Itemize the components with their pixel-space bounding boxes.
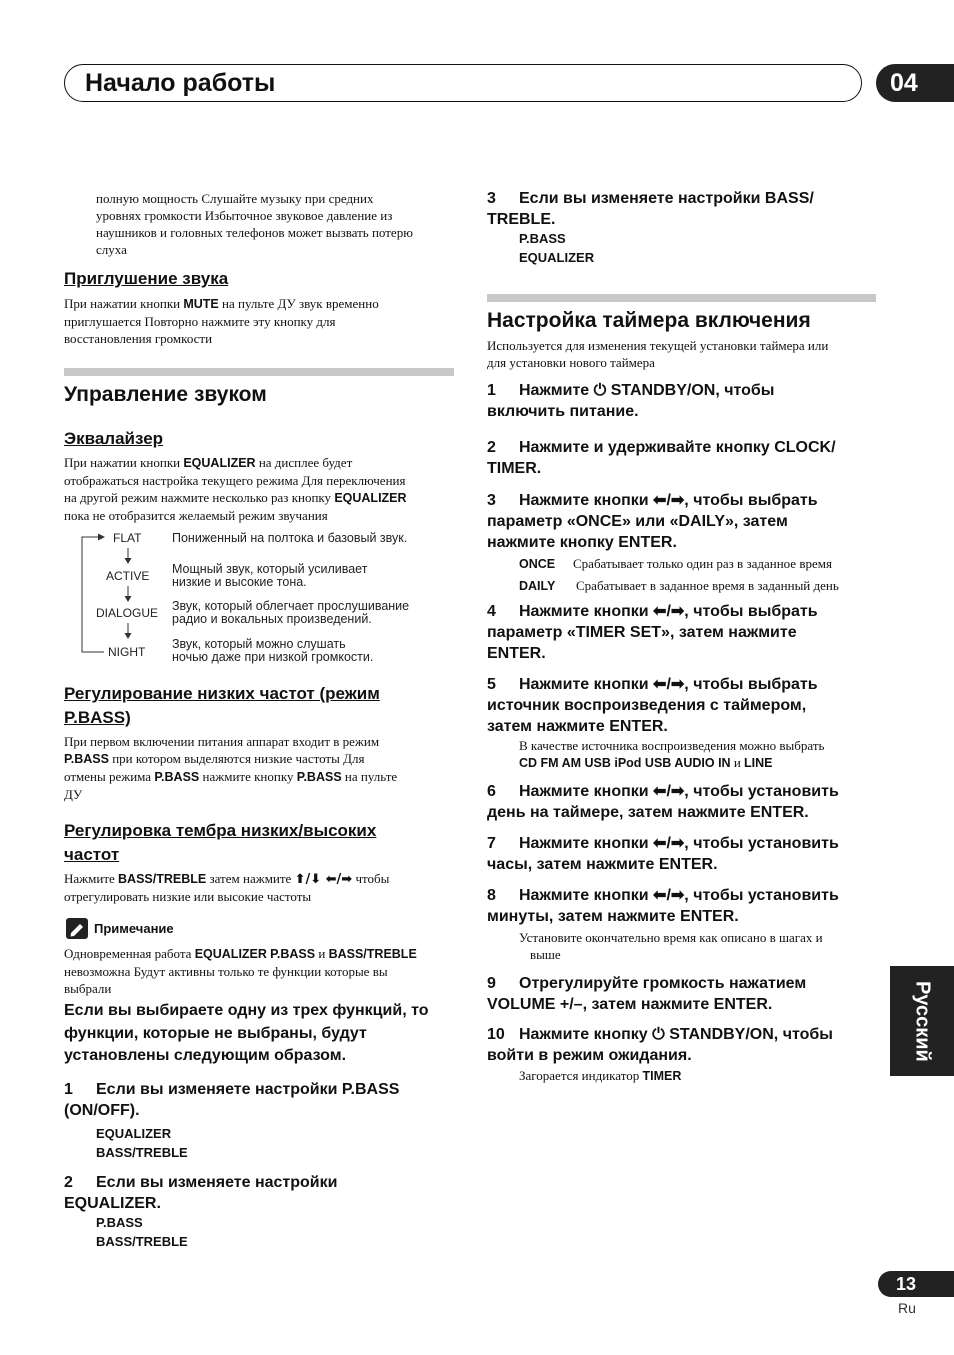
bold-line: функции, которые не выбраны, будут <box>64 1024 367 1042</box>
note-text: невозможна Будут активны только те функции которые вы <box>64 964 388 979</box>
pbass-text: ДУ <box>64 787 83 802</box>
step-text: войти в режим ожидания. <box>487 1047 692 1064</box>
up-down-arrows-icon: ⬆/⬇ <box>294 872 322 887</box>
eq-text: на дисплее будет <box>255 455 353 470</box>
sub-item: EQUALIZER <box>519 250 595 265</box>
step-8-note-text: выше <box>530 947 561 962</box>
down-arrow-icon <box>125 558 132 564</box>
step-number: 1 <box>487 382 496 399</box>
eq-desc-line: низкие и высокие тона. <box>172 575 307 589</box>
tone-text: затем нажмите <box>206 871 295 886</box>
step-10-note <box>519 1067 681 1085</box>
step-number: 1 <box>64 1081 73 1098</box>
eq-desc-line: радио и вокальных произведений. <box>172 612 372 626</box>
note-text: и <box>315 946 329 961</box>
eq-desc-line: Звук, который облегчает прослушивание <box>172 599 410 613</box>
timer-intro-line: для установки нового таймера <box>487 355 655 370</box>
step-text: параметр «TIMER SET», затем нажмите <box>487 624 797 641</box>
step-text: Нажмите кнопки ⬅/➡, чтобы выбрать <box>519 603 818 620</box>
step-text: нажмите кнопку ENTER. <box>487 534 677 551</box>
step-2-sublist <box>96 1213 188 1251</box>
source-text: В качестве источника воспроизведения можно выбрать <box>519 738 825 753</box>
pbass-text: при котором выделяются низкие частоты Для <box>108 751 365 766</box>
intro-paragraph <box>96 190 456 258</box>
step-text: ENTER. <box>487 645 546 662</box>
step-text: Нажмите кнопки ⬅/➡, чтобы установить <box>519 887 839 904</box>
eq-text: на другой режим нажмите несколько раз кнопку <box>64 490 335 505</box>
mute-text: восстановления громкости <box>64 331 213 346</box>
timer-intro-line: Используется для изменения текущей установки таймера или <box>487 338 829 353</box>
eq-desc-line: Звук, который можно слушать <box>172 637 346 651</box>
intro-line: слуха <box>96 242 127 257</box>
note-key: BASS/TREBLE <box>328 947 417 961</box>
tone-key: BASS/TREBLE <box>118 872 207 886</box>
step-text: Нажмите кнопки ⬅/➡, чтобы выбрать <box>519 676 818 693</box>
step-text: источник воспроизведения с таймером, <box>487 697 807 714</box>
note-icon <box>66 918 88 939</box>
step-number: 4 <box>487 603 496 620</box>
sub-item: P.BASS <box>519 231 566 246</box>
timer-step-5 <box>487 674 882 737</box>
step-10-note-text: Загорается индикатор <box>519 1068 643 1083</box>
eq-text: При нажатии кнопки <box>64 455 184 470</box>
step-8-note-text: Установите окончательно время как описано в шагах и <box>519 930 823 945</box>
step-text: (ON/OFF). <box>64 1102 140 1119</box>
sub-item: EQUALIZER <box>96 1126 172 1141</box>
down-arrow-icon <box>125 596 132 602</box>
pbass-heading-line: Регулирование низких частот (режим <box>64 684 380 703</box>
step-text: включить питание. <box>487 403 639 420</box>
pbass-text: При первом включении питания аппарат входит в режим <box>64 734 380 749</box>
tone-heading <box>64 819 456 867</box>
step-text: Если вы изменяете настройки <box>96 1174 338 1191</box>
mute-text: приглушается Повторно нажмите эту кнопку для <box>64 314 336 329</box>
pbass-key: P.BASS <box>296 770 342 784</box>
timer-heading: Настройка таймера включения <box>487 309 811 332</box>
pbass-key: P.BASS <box>64 752 109 766</box>
eq-desc-dialogue <box>172 600 409 626</box>
step-text: TIMER. <box>487 460 542 477</box>
source-list: CD FM AM USB iPod USB AUDIO IN <box>519 756 731 770</box>
eq-key: EQUALIZER <box>334 491 407 505</box>
eq-mode-dialogue: DIALOGUE <box>96 606 159 620</box>
step-text: Нажмите кнопки ⬅/➡, чтобы выбрать <box>519 492 818 509</box>
left-right-arrows-icon: ⬅/➡ <box>321 872 353 887</box>
step-text: параметр «ONCE» или «DAILY», затем <box>487 513 788 530</box>
timer-step-4 <box>487 601 882 664</box>
once-desc: Срабатывает только один раз в заданное время <box>573 556 832 571</box>
timer-step-3 <box>487 490 882 553</box>
note-paragraph <box>64 945 456 997</box>
step-text: Отрегулируйте громкость нажатием <box>519 975 807 992</box>
sub-item: P.BASS <box>96 1215 143 1230</box>
chapter-title-bar <box>64 64 862 102</box>
timer-indicator-label: TIMER <box>642 1069 682 1083</box>
timer-step-6 <box>487 781 882 823</box>
step-text: затем нажмите ENTER. <box>487 718 668 735</box>
eq-mode-flat: FLAT <box>113 531 142 545</box>
step-1-sublist <box>96 1124 188 1162</box>
step-text: VOLUME +/–, затем нажмите ENTER. <box>487 996 773 1013</box>
eq-mode-active: ACTIVE <box>106 569 150 583</box>
source-text: и <box>730 755 745 770</box>
eq-desc-line: ночью даже при низкой громкости. <box>172 650 374 664</box>
step-text: TREBLE. <box>487 211 556 228</box>
timer-step-1 <box>487 380 882 422</box>
mute-key: MUTE <box>183 297 219 311</box>
step-number: 2 <box>487 439 496 456</box>
function-note-paragraph <box>64 1000 456 1068</box>
mute-paragraph <box>64 295 454 347</box>
pbass-text: нажмите кнопку <box>199 769 297 784</box>
step-text: минуты, затем нажмите ENTER. <box>487 908 739 925</box>
language-tab-label: Русский <box>911 980 934 1062</box>
function-step-3 <box>487 188 879 230</box>
note-text: выбрали <box>64 981 112 996</box>
intro-line: наушников и головных телефонов может вызвать потерю <box>96 225 413 240</box>
tone-text: отрегулировать низкие или высокие частоты <box>64 889 312 904</box>
pbass-text: отмены режима <box>64 769 155 784</box>
tone-heading-line: Регулировка тембра низких/высоких <box>64 821 377 840</box>
step-number: 3 <box>487 190 496 207</box>
sub-item: BASS/TREBLE <box>96 1145 188 1160</box>
step-text: Если вы изменяете настройки P.BASS <box>96 1081 400 1098</box>
once-daily-list <box>519 553 884 597</box>
tone-text: чтобы <box>352 871 390 886</box>
tone-heading-line: частот <box>64 845 120 864</box>
pbass-key: P.BASS <box>154 770 200 784</box>
section-divider <box>487 294 876 302</box>
function-step-2 <box>64 1172 456 1214</box>
pbass-text: на пульте <box>341 769 398 784</box>
eq-cycle-diagram <box>78 530 158 660</box>
timer-intro <box>487 337 879 371</box>
daily-label: DAILY <box>519 579 556 593</box>
eq-key: EQUALIZER <box>183 456 256 470</box>
step-text: Нажмите ⏻ STANDBY/ON, чтобы <box>519 382 775 399</box>
source-note <box>519 737 884 772</box>
eq-desc-flat <box>172 532 407 545</box>
source-list: LINE <box>744 756 773 770</box>
step-number: 10 <box>487 1026 505 1043</box>
step-number: 6 <box>487 783 496 800</box>
cycle-loop-line <box>82 537 104 652</box>
intro-line: полную мощность Слушайте музыку при средних <box>96 191 374 206</box>
step-number: 2 <box>64 1174 73 1191</box>
timer-step-10 <box>487 1024 882 1066</box>
timer-step-7 <box>487 833 882 875</box>
eq-text: пока не отобразится желаемый режим звучания <box>64 508 328 523</box>
step-3-sublist <box>519 229 594 267</box>
step-text: часы, затем нажмите ENTER. <box>487 856 718 873</box>
bold-line: установлены следующим образом. <box>64 1047 347 1064</box>
step-8-note <box>519 929 884 963</box>
step-text: Если вы изменяете настройки BASS/ <box>519 190 814 207</box>
sound-control-heading: Управление звуком <box>64 383 267 406</box>
note-text: Одновременная работа <box>64 946 195 961</box>
step-text: EQUALIZER. <box>64 1195 161 1212</box>
tone-paragraph <box>64 870 456 905</box>
pbass-heading <box>64 682 456 730</box>
eq-desc-line: Мощный звук, который усиливает <box>172 562 368 576</box>
step-text: Нажмите и удерживайте кнопку CLOCK/ <box>519 439 836 456</box>
intro-line: уровнях громкости Избыточное звуковое давление из <box>96 208 393 223</box>
page-title: Начало работы <box>85 69 276 97</box>
bold-line: Если вы выбираете одну из трех функций, то <box>64 1002 429 1019</box>
timer-step-2 <box>487 437 882 479</box>
sub-item: BASS/TREBLE <box>96 1234 188 1249</box>
timer-step-9 <box>487 973 882 1015</box>
function-step-1 <box>64 1079 456 1121</box>
eq-desc-line: Пониженный на полтока и базовый звук. <box>172 531 408 545</box>
mute-text: При нажатии кнопки <box>64 296 184 311</box>
step-number: 3 <box>487 492 496 509</box>
eq-mode-night: NIGHT <box>108 645 146 659</box>
pbass-paragraph <box>64 733 456 803</box>
step-number: 8 <box>487 887 496 904</box>
eq-desc-active <box>172 563 367 589</box>
once-label: ONCE <box>519 557 556 571</box>
down-arrow-icon <box>125 633 132 639</box>
equalizer-heading: Эквалайзер <box>64 429 164 448</box>
eq-desc-night <box>172 638 373 664</box>
step-number: 7 <box>487 835 496 852</box>
timer-step-8 <box>487 885 882 927</box>
chapter-number-badge: 04 <box>876 64 954 102</box>
step-text: Нажмите кнопку ⏻ STANDBY/ON, чтобы <box>519 1026 833 1043</box>
step-text: Нажмите кнопки ⬅/➡, чтобы установить <box>519 835 839 852</box>
section-divider <box>64 368 454 376</box>
page-number-badge: 13 <box>878 1271 954 1297</box>
step-text: день на таймере, затем нажмите ENTER. <box>487 804 809 821</box>
tone-text: Нажмите <box>64 871 119 886</box>
mute-heading: Приглушение звука <box>64 269 229 288</box>
mute-text: на пульте ДУ звук временно <box>218 296 379 311</box>
cycle-arrow-icon <box>98 534 105 541</box>
language-side-tab <box>890 966 954 1076</box>
step-text: Нажмите кнопки ⬅/➡, чтобы установить <box>519 783 839 800</box>
equalizer-paragraph <box>64 454 456 524</box>
note-key: EQUALIZER <box>194 947 267 961</box>
eq-text: отображаться настройка текущего режима Для переключения <box>64 473 406 488</box>
page-language-code: Ru <box>898 1300 916 1316</box>
daily-desc: Срабатывает в заданное время в заданный день <box>576 578 839 593</box>
note-key: P.BASS <box>270 947 316 961</box>
step-number: 9 <box>487 975 496 992</box>
note-label: Примечание <box>94 921 174 936</box>
pbass-heading-line: P.BASS) <box>64 708 131 727</box>
step-number: 5 <box>487 676 496 693</box>
